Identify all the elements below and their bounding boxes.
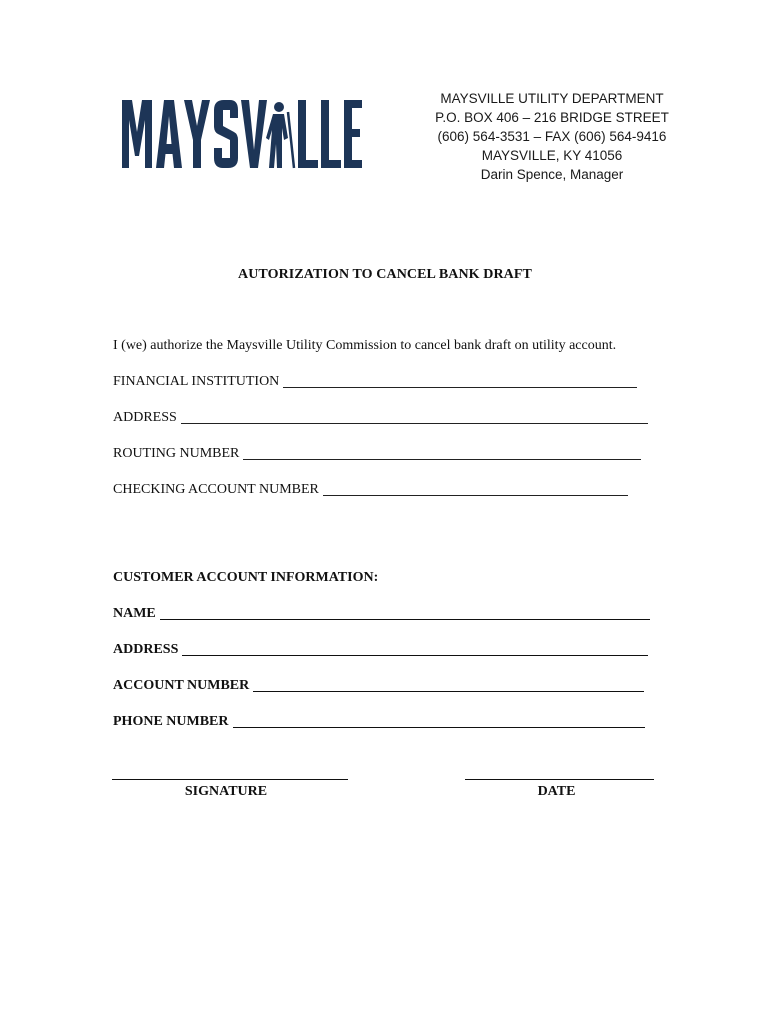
account-number-field[interactable] xyxy=(113,676,644,694)
financial-institution-field[interactable] xyxy=(113,372,637,390)
signature-label: SIGNATURE xyxy=(184,784,268,799)
customer-name-field[interactable] xyxy=(113,604,650,622)
bank-address-field[interactable] xyxy=(113,408,648,426)
routing-number-blank[interactable] xyxy=(243,446,641,460)
phone-fax: (606) 564-3531 – FAX (606) 564-9416 xyxy=(437,129,667,144)
maysville-logo xyxy=(122,98,362,170)
checking-account-blank[interactable] xyxy=(323,482,628,496)
phone-number-blank[interactable] xyxy=(233,714,645,728)
signature-line[interactable] xyxy=(112,779,348,780)
authorization-statement: I (we) authorize the Maysville Utility Commission to cancel bank draft on utility account. xyxy=(113,338,617,353)
financial-institution-blank[interactable] xyxy=(283,374,637,388)
account-number-blank[interactable] xyxy=(253,678,644,692)
date-label: DATE xyxy=(537,784,576,799)
customer-address-blank[interactable] xyxy=(182,642,648,656)
checking-account-label: CHECKING ACCOUNT NUMBER xyxy=(113,482,319,497)
manager-name: Darin Spence, Manager xyxy=(480,167,624,182)
financial-institution-label: FINANCIAL INSTITUTION xyxy=(113,374,280,389)
po-box-address: P.O. BOX 406 – 216 BRIDGE STREET xyxy=(435,110,669,125)
routing-number-field[interactable] xyxy=(113,444,641,462)
customer-address-label: ADDRESS xyxy=(113,642,179,657)
form-title: AUTORIZATION TO CANCEL BANK DRAFT xyxy=(238,267,532,282)
customer-section-title: CUSTOMER ACCOUNT INFORMATION: xyxy=(113,570,379,585)
city-state-zip: MAYSVILLE, KY 41056 xyxy=(481,148,623,163)
bank-address-label: ADDRESS xyxy=(113,410,177,425)
date-line[interactable] xyxy=(465,779,654,780)
customer-name-blank[interactable] xyxy=(160,606,650,620)
checking-account-field[interactable] xyxy=(113,480,628,498)
customer-name-label: NAME xyxy=(113,606,156,621)
department-name: MAYSVILLE UTILITY DEPARTMENT xyxy=(440,91,664,106)
phone-number-field[interactable] xyxy=(113,712,645,730)
department-address-block xyxy=(404,89,700,184)
phone-number-label: PHONE NUMBER xyxy=(113,714,229,729)
customer-address-field[interactable] xyxy=(113,640,648,658)
bank-address-blank[interactable] xyxy=(181,410,648,424)
routing-number-label: ROUTING NUMBER xyxy=(113,446,240,461)
account-number-label: ACCOUNT NUMBER xyxy=(113,678,250,693)
